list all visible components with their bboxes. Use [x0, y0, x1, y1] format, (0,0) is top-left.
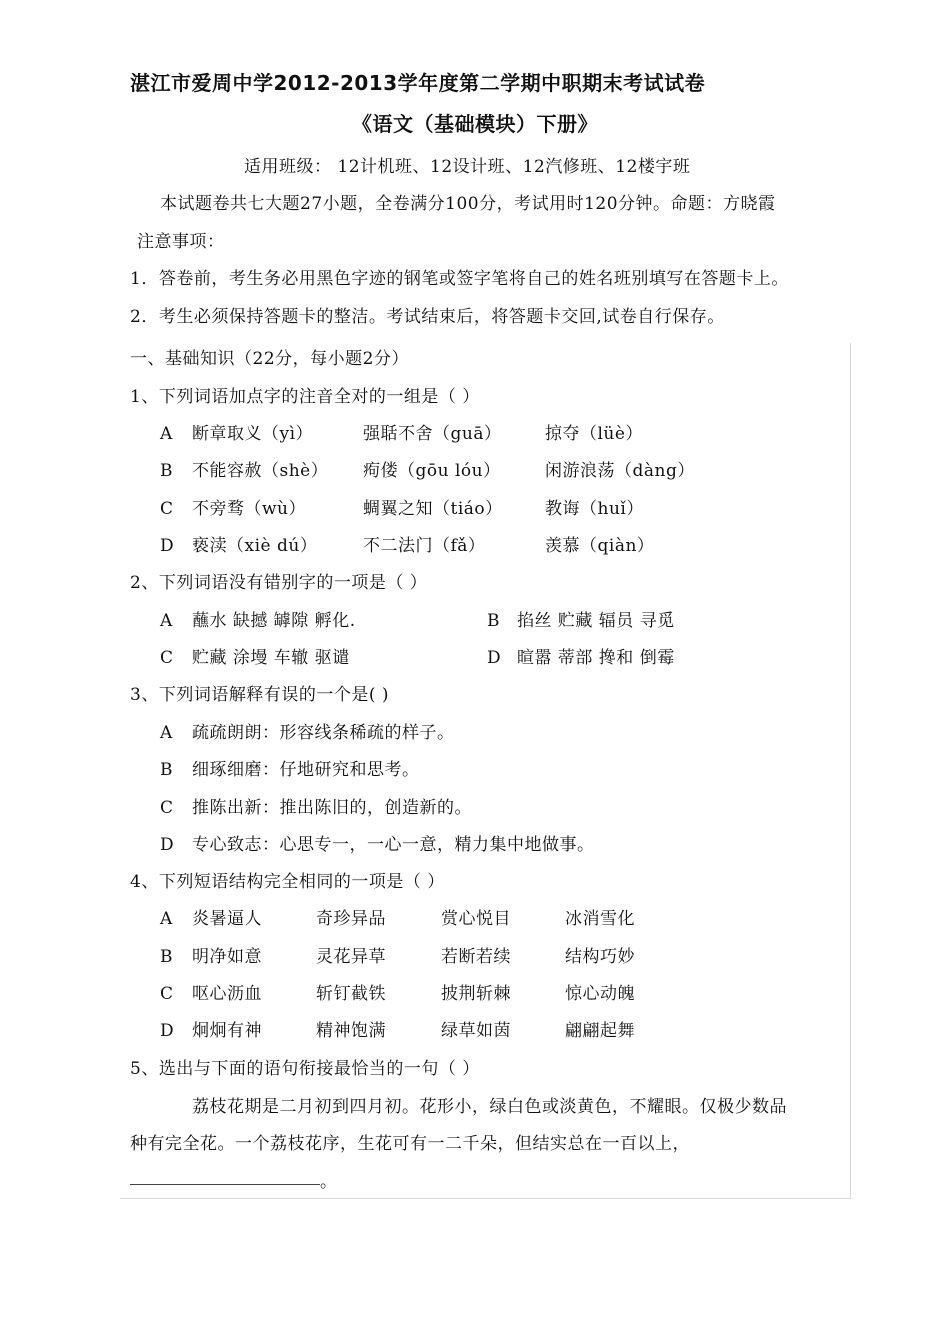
option-letter: C — [160, 798, 174, 818]
option-item: 若断若续 — [441, 947, 511, 967]
option-letter: B — [160, 760, 173, 780]
option-text: 暄嚣 蒂部 搀和 倒霉 — [517, 648, 675, 668]
option-item: 赏心悦目 — [441, 909, 511, 929]
option-letter: A — [160, 424, 173, 444]
option-item: 斩钉截铁 — [316, 984, 386, 1004]
applicable-classes: 适用班级： 12计机班、12设计班、12汽修班、12楼宇班 — [244, 157, 691, 177]
option-letter: D — [160, 536, 175, 556]
option-item: 明净如意 — [192, 947, 262, 967]
option-text: 疏疏朗朗：形容线条稀疏的样子。 — [192, 723, 455, 743]
option-letter: B — [487, 611, 500, 631]
answer-blank — [130, 1184, 320, 1185]
exam-title: 湛江市爱周中学2012-2013学年度第二学期中职期末考试试卷 — [130, 71, 706, 95]
option-item: 绿草如茵 — [441, 1021, 511, 1041]
option-item: 强聒不舍（guā） — [363, 424, 502, 444]
option-letter: C — [160, 984, 174, 1004]
section-heading: 一、基础知识（22分，每小题2分） — [130, 349, 409, 369]
option-item: 教诲（huǐ） — [545, 499, 644, 519]
option-item: 羡慕（qiàn） — [545, 536, 655, 556]
question-5-stem: 5、选出与下面的语句衔接最恰当的一句（ ） — [130, 1059, 480, 1079]
option-item: 惊心动魄 — [565, 984, 635, 1004]
option-letter: B — [160, 461, 173, 481]
option-item: 痀偻（gōu lóu） — [363, 461, 501, 481]
option-item: 闲游浪荡（dàng） — [545, 461, 695, 481]
option-letter: A — [160, 909, 173, 929]
option-item: 蜩翼之知（tiáo） — [363, 499, 503, 519]
question-2-stem: 2、下列词语没有错别字的一项是（ ） — [130, 573, 428, 593]
option-letter: D — [487, 648, 502, 668]
question-3-stem: 3、下列词语解释有误的一个是( ) — [130, 685, 389, 705]
option-item: 炯炯有神 — [192, 1021, 262, 1041]
option-letter: A — [160, 611, 173, 631]
question-5-passage: 种有完全花。一个荔枝花序，生花可有一二千朵，但结实总在一百以上， — [130, 1134, 690, 1154]
option-item: 翩翩起舞 — [565, 1021, 635, 1041]
exam-subtitle: 《语文（基础模块）下册》 — [352, 112, 598, 136]
option-item: 灵花异草 — [316, 947, 386, 967]
exam-info: 本试题卷共七大题27小题，全卷满分100分，考试用时120分钟。命题：方晓霞 — [160, 194, 776, 214]
option-text: 推陈出新：推出陈旧的，创造新的。 — [192, 798, 472, 818]
option-letter: B — [160, 947, 173, 967]
option-letter: D — [160, 1021, 175, 1041]
option-letter: C — [160, 648, 174, 668]
option-item: 断章取义（yì） — [192, 424, 314, 444]
option-item: 亵渎（xiè dú） — [192, 536, 318, 556]
option-item: 掠夺（lüè） — [545, 424, 643, 444]
question-5-passage: 荔枝花期是二月初到四月初。花形小，绿白色或淡黄色，不耀眼。仅极少数品 — [192, 1097, 787, 1117]
option-text: 掐丝 贮藏 辐员 寻觅 — [517, 611, 675, 631]
option-item: 结构巧妙 — [565, 947, 635, 967]
option-text: 蘸水 缺撼 罅隙 孵化. — [192, 611, 356, 631]
option-letter: D — [160, 835, 175, 855]
option-item: 披荆斩棘 — [441, 984, 511, 1004]
option-item: 不能容赦（shè） — [192, 461, 329, 481]
notice-item: 1．答卷前，考生务必用黑色字迹的钢笔或签字笔将自己的姓名班别填写在答题卡上。 — [130, 269, 789, 289]
option-text: 贮藏 涂墁 车辙 驱谴 — [192, 648, 350, 668]
notice-item: 2．考生必须保持答题卡的整洁。考试结束后，将答题卡交回,试卷自行保存。 — [130, 307, 725, 327]
option-text: 专心致志：心思专一，一心一意，精力集中地做事。 — [192, 835, 595, 855]
option-letter: A — [160, 723, 173, 743]
option-item: 不旁骛（wù） — [192, 499, 306, 519]
notice-label: 注意事项： — [137, 232, 225, 252]
option-item: 奇珍异品 — [316, 909, 386, 929]
option-letter: C — [160, 499, 174, 519]
blank-period: 。 — [320, 1172, 338, 1192]
question-4-stem: 4、下列短语结构完全相同的一项是（ ） — [130, 872, 445, 892]
option-item: 不二法门（fǎ） — [363, 536, 486, 556]
option-item: 冰消雪化 — [565, 909, 635, 929]
question-1-stem: 1、下列词语加点字的注音全对的一组是（ ） — [130, 387, 480, 407]
option-item: 炎暑逼人 — [192, 909, 262, 929]
option-text: 细琢细磨：仔地研究和思考。 — [192, 760, 420, 780]
option-item: 呕心沥血 — [192, 984, 262, 1004]
option-item: 精神饱满 — [316, 1021, 386, 1041]
